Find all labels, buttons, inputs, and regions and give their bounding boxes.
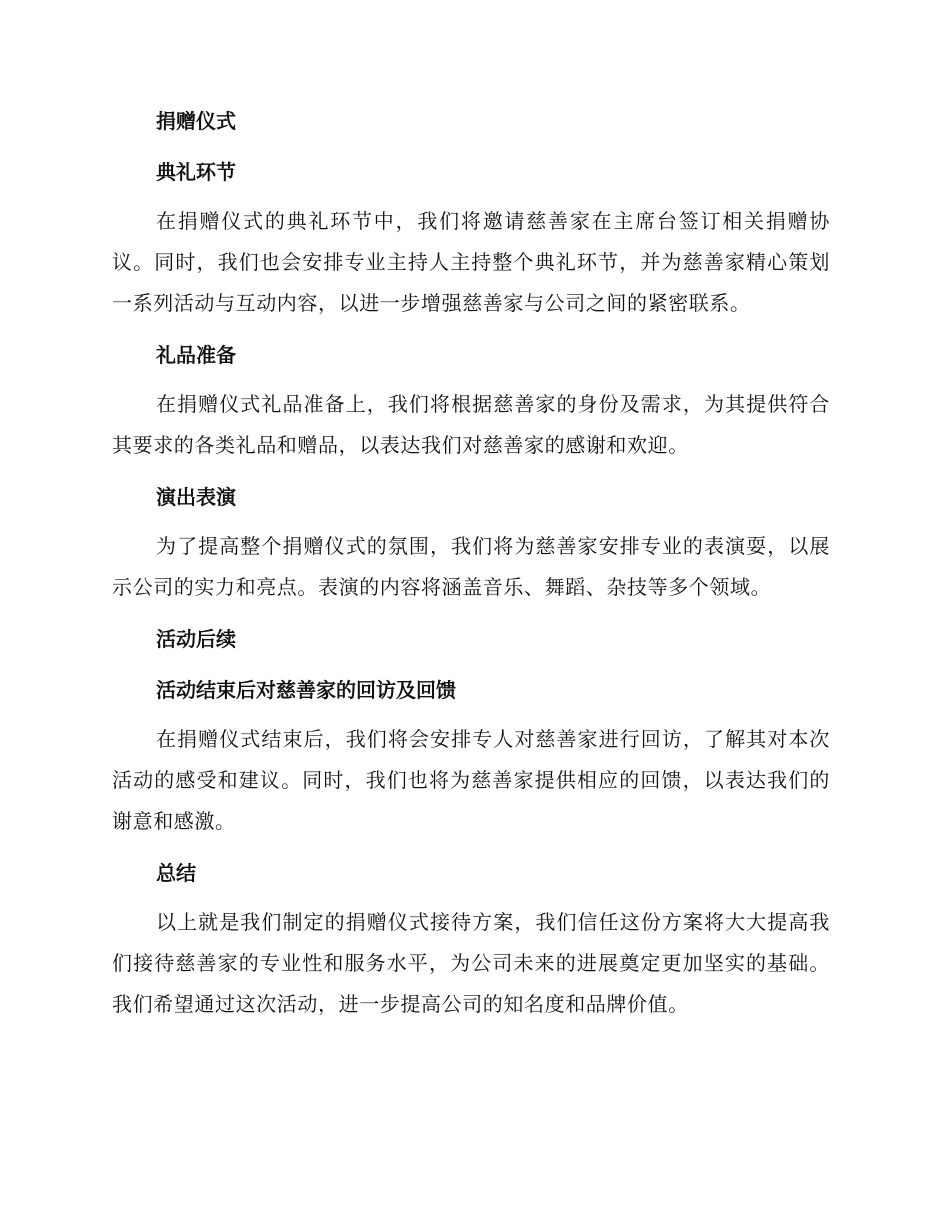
document-page bbox=[112, 106, 830, 1025]
paragraph-summary: 以上就是我们制定的捐赠仪式接待方案，我们信任这份方案将大大提高我们接待慈善家的专业性和服务水平，为公司未来的进展奠定更加坚实的基础。我们希望通过这次活动，进一步提高公司的知名度和品牌价值。 bbox=[112, 910, 830, 1016]
section-heading-follow-up: 活动后续 bbox=[156, 627, 236, 651]
subheading-ceremony-segment: 典礼环节 bbox=[156, 160, 236, 184]
section-heading-donation-ceremony: 捐赠仪式 bbox=[156, 109, 236, 133]
subheading-gift-preparation: 礼品准备 bbox=[156, 343, 236, 367]
subheading-return-visit: 活动结束后对慈善家的回访及回馈 bbox=[156, 678, 456, 702]
paragraph-ceremony-segment: 在捐赠仪式的典礼环节中，我们将邀请慈善家在主席台签订相关捐赠协议。同时，我们也会安排专业主持人主持整个典礼环节，并为慈善家精心策划一系列活动与互动内容，以进一步增强慈善家与公司之间的紧密联系。 bbox=[112, 209, 830, 315]
paragraph-performance: 为了提高整个捐赠仪式的氛围，我们将为慈善家安排专业的表演耍，以展示公司的实力和亮点。表演的内容将涵盖音乐、舞蹈、杂技等多个领域。 bbox=[112, 534, 830, 599]
paragraph-gift-preparation: 在捐赠仪式礼品准备上，我们将根据慈善家的身份及需求，为其提供符合其要求的各类礼品和赠品，以表达我们对慈善家的感谢和欢迎。 bbox=[112, 392, 830, 457]
section-heading-summary: 总结 bbox=[156, 861, 196, 885]
paragraph-return-visit: 在捐赠仪式结束后，我们将会安排专人对慈善家进行回访，了解其对本次活动的感受和建议。同时，我们也将为慈善家提供相应的回馈，以表达我们的谢意和感激。 bbox=[112, 727, 830, 833]
subheading-performance: 演出表演 bbox=[156, 485, 236, 509]
